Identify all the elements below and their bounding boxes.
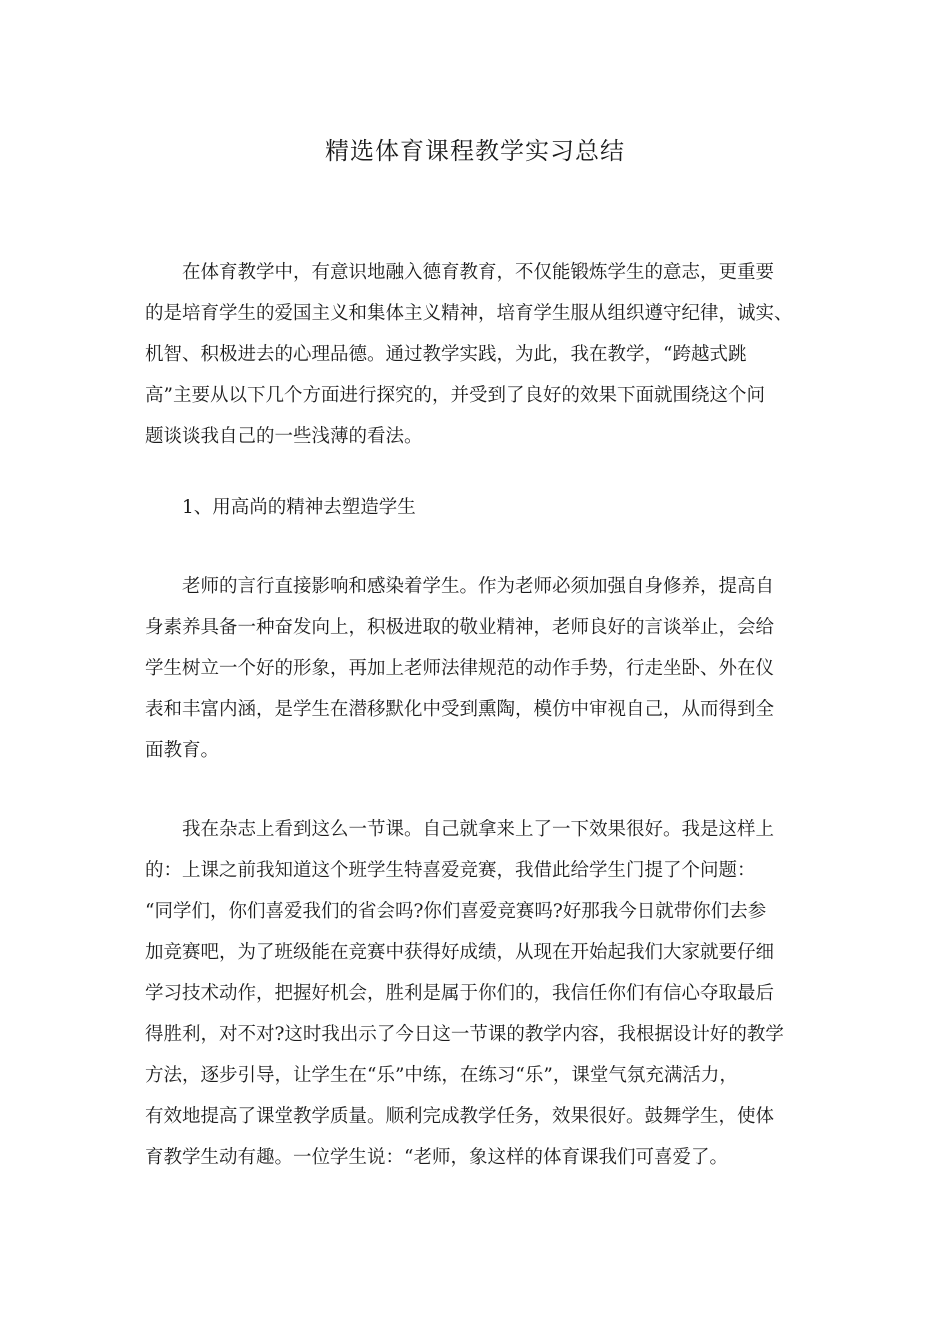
paragraph-line: 老师的言行直接影响和感染着学生。作为老师必须加强自身修养，提高自 [182,576,775,597]
paragraph-1 [145,252,809,457]
paragraph-line: “同学们，你们喜爱我们的省会吗?你们喜爱竞赛吗?好那我今日就带你们去参 [145,901,767,922]
paragraph-line: 学习技术动作，把握好机会，胜利是属于你们的，我信任你们有信心夺取最后 [145,983,775,1004]
paragraph-line: 学生树立一个好的形象，再加上老师法律规范的动作手势，行走坐卧、外在仪 [145,658,775,679]
paragraph-line: 面教育。 [145,740,220,761]
section-heading: 1、用高尚的精神去塑造学生 [182,497,416,518]
paragraph-line: 高”主要从以下几个方面进行探究的，并受到了良好的效果下面就围绕这个问 [145,385,765,406]
paragraph-line: 表和丰富内涵，是学生在潜移默化中受到熏陶，模仿中审视自己，从而得到全 [145,699,775,720]
paragraph-line: 的是培育学生的爱国主义和集体主义精神，培育学生服从组织遵守纪律，诚实、 [145,303,793,324]
paragraph-line: 我在杂志上看到这么一节课。自己就拿来上了一下效果很好。我是这样上 [182,819,775,840]
paragraph-2 [145,566,809,771]
paragraph-line: 有效地提高了课堂教学质量。顺利完成教学任务，效果很好。鼓舞学生，使体 [145,1106,775,1127]
paragraph-3 [145,809,809,1178]
paragraph-line: 得胜利，对不对?这时我出示了今日这一节课的教学内容，我根据设计好的教学 [145,1024,784,1045]
paragraph-line: 在体育教学中，有意识地融入德育教育，不仅能锻炼学生的意志，更重要 [182,262,775,283]
document-title: 精选体育课程教学实习总结 [325,137,625,165]
paragraph-line: 方法，逐步引导，让学生在“乐”中练，在练习“乐”，课堂气氛充满活力， [145,1065,738,1086]
paragraph-line: 机智、积极进去的心理品德。通过教学实践，为此，我在教学，“跨越式跳 [145,344,747,365]
paragraph-line: 身素养具备一种奋发向上，积极进取的敬业精神，老师良好的言谈举止，会给 [145,617,775,638]
paragraph-line: 的：上课之前我知道这个班学生特喜爱竞赛，我借此给学生门提了个问题： [145,860,756,881]
paragraph-line: 育教学生动有趣。一位学生说：“老师，象这样的体育课我们可喜爱了。 [145,1147,728,1168]
paragraph-line: 加竞赛吧，为了班级能在竞赛中获得好成绩，从现在开始起我们大家就要仔细 [145,942,775,963]
paragraph-line: 题谈谈我自己的一些浅薄的看法。 [145,426,423,447]
